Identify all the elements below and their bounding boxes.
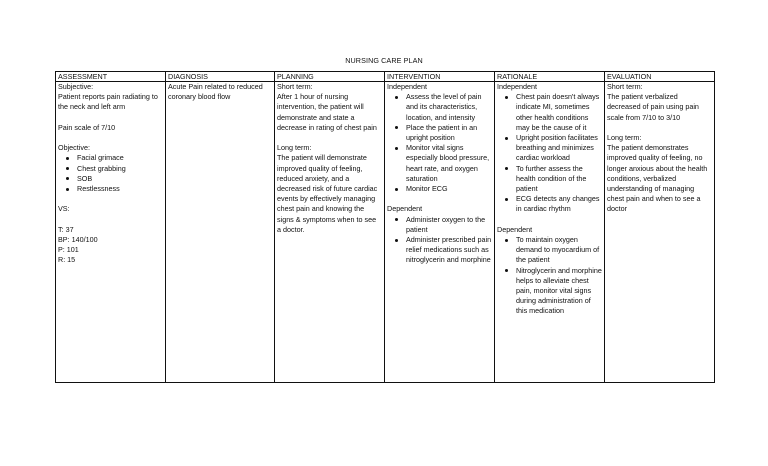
evaluation-cell (605, 82, 715, 383)
table-header-row (56, 72, 715, 82)
rationale-cell (495, 82, 605, 383)
vital-pulse: P: 101 (58, 245, 79, 255)
planning-long-label: Long term: (277, 143, 312, 153)
intervention-cell (385, 82, 495, 383)
vital-blood-pressure: BP: 140/100 (58, 234, 98, 244)
list-item: Monitor ECG (406, 184, 492, 194)
list-item: Upright position facilitates breathing and minimizes cardiac workload (516, 133, 602, 164)
evaluation-short-text: The patient verbalized decreased of pain using pain scale from 7/10 to 3/10 (607, 92, 699, 122)
rationale-independent-list (497, 92, 602, 214)
evaluation-long-label: Long term: (607, 133, 642, 142)
header-evaluation: EVALUATION (605, 72, 715, 82)
diagnosis-text: Acute Pain related to reduced coronary blood flow (168, 82, 263, 102)
planning-long-text: The patient will demonstrate improved quality of feeling, reduced anxiety, and a decreased risk of future cardiac events by effectively managing chest pain and knowing the signs & symptoms when to see a doctor. (277, 153, 378, 234)
list-item: ECG detects any changes in cardiac rhythm (516, 194, 602, 214)
vital-temperature: T: 37 (58, 224, 74, 234)
subjective-label: Subjective: (58, 82, 94, 91)
vital-respiration: R: 15 (58, 255, 76, 265)
rationale-independent-label: Independent (497, 82, 537, 91)
planning-short-text: After 1 hour of nursing intervention, the patient will demonstrate and state a decrease in rating of chest pain (277, 92, 377, 132)
list-item: Administer oxygen to the patient (406, 215, 492, 235)
evaluation-short-label: Short term: (607, 82, 643, 91)
list-item: Nitroglycerin and morphine helps to alleviate chest pain, monitor vital signs during administration of this medication (516, 265, 602, 316)
list-item: Chest pain doesn't always indicate MI, sometimes other health conditions may be the cause of it (516, 92, 602, 133)
header-intervention: INTERVENTION (385, 72, 495, 82)
diagnosis-cell (166, 82, 275, 383)
list-item: Administer prescribed pain relief medications such as nitroglycerin and morphine (406, 235, 492, 265)
list-item: To maintain oxygen demand to myocardium of the patient (516, 235, 602, 266)
objective-list (58, 153, 163, 194)
intervention-independent-label: Independent (387, 82, 427, 91)
list-item: Monitor vital signs especially blood pressure, heart rate, and oxygen saturation (406, 143, 492, 184)
table-row (56, 82, 715, 383)
list-item: Restlessness (77, 184, 163, 194)
list-item: Place the patient in an upright position (406, 123, 492, 143)
subjective-text: Patient reports pain radiating to the neck and left arm (58, 92, 158, 112)
header-planning: PLANNING (275, 72, 385, 82)
objective-label: Objective: (58, 143, 90, 153)
rationale-dependent-list (497, 235, 602, 317)
evaluation-long-text: The patient demonstrates improved quality of feeling, no longer anxious about the health conditions, verbalized understanding of managing chest pain and when to see a doctor (607, 143, 708, 214)
header-diagnosis: DIAGNOSIS (166, 72, 275, 82)
planning-short-label: Short term: (277, 82, 313, 91)
list-item: SOB (77, 174, 163, 184)
header-rationale: RATIONALE (495, 72, 605, 82)
pain-scale-text: Pain scale of 7/10 (58, 122, 116, 132)
planning-cell (275, 82, 385, 383)
intervention-independent-list (387, 92, 492, 194)
list-item: Facial grimace (77, 153, 163, 163)
intervention-dependent-list (387, 215, 492, 266)
vs-label: VS: (58, 204, 70, 214)
page-title: NURSING CARE PLAN (345, 56, 423, 65)
header-assessment: ASSESSMENT (56, 72, 166, 82)
nursing-care-plan-table (55, 71, 715, 383)
list-item: Assess the level of pain and its characteristics, location, and intensity (406, 92, 492, 123)
list-item: Chest grabbing (77, 164, 163, 174)
intervention-dependent-label: Dependent (387, 204, 423, 214)
rationale-dependent-label: Dependent (497, 224, 533, 234)
list-item: To further assess the health condition of the patient (516, 164, 602, 195)
assessment-cell (56, 82, 166, 383)
